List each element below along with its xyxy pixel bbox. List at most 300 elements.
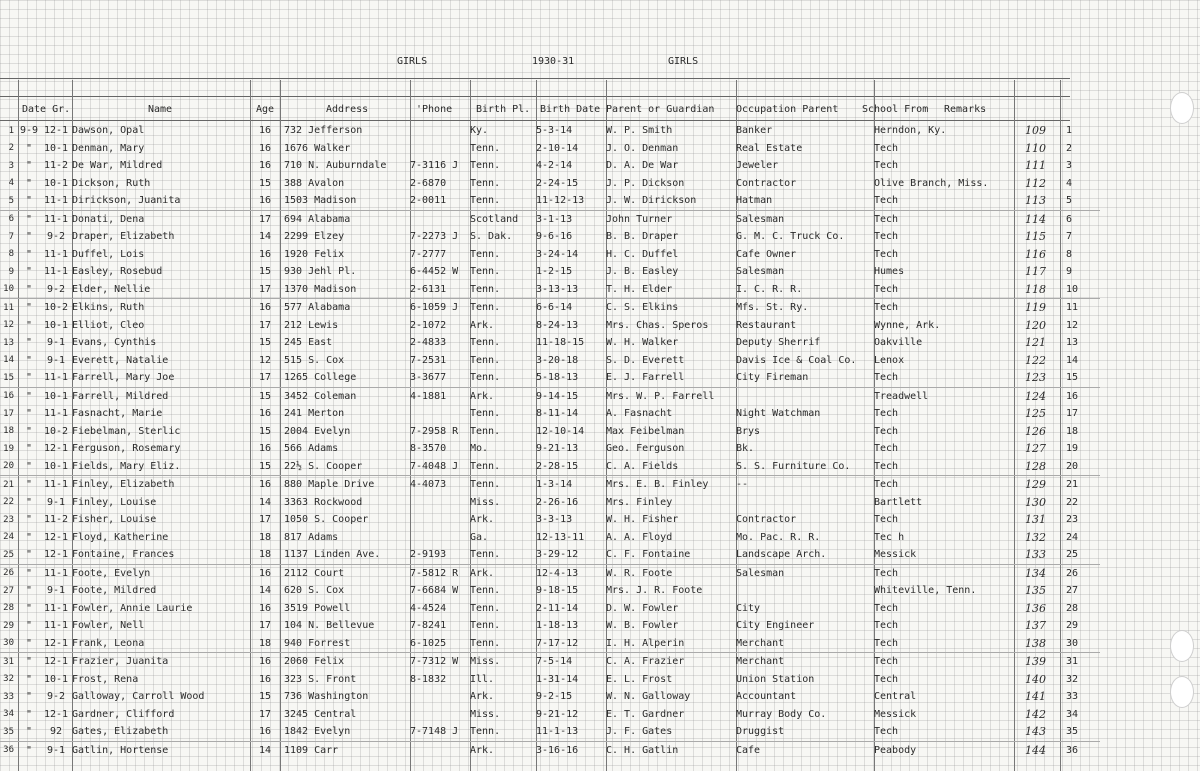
cell-phone: 7-7312 W (410, 656, 459, 668)
cell-line-number: 2 (1066, 142, 1073, 154)
cell-row-number: 5 (0, 192, 18, 210)
cell-age: 16 (258, 142, 272, 154)
cell-birth-place: Ark. (470, 514, 495, 526)
cell-row-number: 7 (8, 231, 14, 242)
header-date-gr: Date Gr. (22, 104, 71, 115)
cell-occupation-parent: City (736, 602, 761, 614)
cell-remarks-number: 117 (1025, 265, 1046, 279)
cell-age: 17 (258, 319, 272, 331)
cell-remarks-number: 142 (1025, 707, 1046, 721)
cell-student-name: Fisher, Louise (72, 514, 157, 526)
cell-student-name: Elkins, Ruth (72, 302, 145, 314)
cell-remarks-number: 143 (1014, 723, 1060, 741)
cell-student-name: Draper, Elizabeth (72, 231, 175, 243)
cell-remarks-number: 113 (1014, 192, 1060, 210)
cell-birth-place: Tenn. (470, 602, 501, 614)
cell-address: 940 Forrest (280, 635, 410, 653)
cell-address: 710 N. Auburndale (284, 160, 387, 172)
cell-school-from: Tech (874, 408, 899, 420)
cell-line-number: 24 (1066, 531, 1079, 543)
cell-grade: 11-1 (40, 369, 72, 387)
cell-student-name: Fiebelman, Sterlic (72, 425, 181, 437)
cell-age: 14 (258, 231, 272, 243)
cell-parent-guardian: John Turner (606, 213, 673, 225)
table-row (0, 582, 1100, 600)
cell-remarks-number: 136 (1025, 601, 1046, 615)
cell-age: 15 (258, 177, 272, 189)
cell-entry-date: " (25, 567, 33, 579)
cell-student-name: Denman, Mary (72, 142, 145, 154)
cell-school-from: Tech (874, 567, 899, 579)
cell-phone (410, 494, 470, 512)
cell-birth-place: Tenn. (470, 281, 536, 299)
cell-parent-guardian: B. B. Draper (606, 231, 679, 243)
table-row (0, 511, 1100, 529)
cell-occupation-parent: City Fireman (736, 369, 874, 387)
cell-birth-date: 2-26-16 (536, 496, 579, 508)
cell-line-number: 36 (1066, 744, 1079, 756)
cell-birth-place: Tenn. (470, 585, 501, 597)
cell-remarks-number: 134 (1025, 566, 1046, 580)
cell-grade: 9-1 (46, 744, 66, 756)
cell-school-from: Lenox (874, 354, 905, 366)
cell-row-number: 3 (8, 160, 14, 171)
cell-entry-date: " (25, 531, 33, 543)
cell-grade: 10-1 (43, 390, 69, 402)
cell-birth-place: Tenn. (470, 620, 501, 632)
cell-birth-date: 2-28-15 (536, 458, 606, 476)
cell-grade: 11-2 (43, 514, 69, 526)
cell-student-name: Elliot, Cleo (72, 319, 145, 331)
cell-remarks-number: 124 (1025, 389, 1046, 403)
cell-school-from: Tech (874, 231, 899, 243)
cell-line-number: 18 (1066, 425, 1079, 437)
table-row (0, 369, 1100, 387)
cell-parent-guardian: C. S. Elkins (606, 302, 679, 314)
cell-parent-guardian: C. F. Fontaine (606, 546, 736, 564)
cell-entry-date: " (25, 354, 33, 366)
cell-student-name: Farrell, Mary Joe (72, 369, 250, 387)
cell-remarks-number: 118 (1014, 281, 1060, 299)
cell-student-name: Elder, Nellie (72, 281, 250, 299)
cell-occupation-parent: Jeweler (736, 160, 779, 172)
cell-phone: 7-5812 R (410, 567, 459, 579)
cell-parent-guardian: Mrs. E. B. Finley (606, 479, 709, 491)
cell-parent-guardian: J. P. Dickson (606, 177, 685, 189)
cell-age: 14 (258, 744, 272, 756)
cell-entry-date: " (18, 369, 40, 387)
cell-occupation-parent: Restaurant (736, 319, 797, 331)
cell-row-number: 12 (3, 320, 14, 331)
cell-entry-date: " (25, 160, 33, 172)
cell-occupation-parent: Cafe (736, 744, 761, 756)
cell-birth-place: Tenn. (470, 337, 501, 349)
cell-entry-date: " (25, 620, 33, 632)
cell-birth-date: 9-21-12 (536, 708, 579, 720)
cell-age: 16 (258, 673, 272, 685)
header-address: Address (326, 104, 369, 115)
cell-entry-date: " (25, 656, 33, 668)
cell-student-name: Evans, Cynthis (72, 337, 157, 349)
cell-birth-place: Tenn. (470, 192, 536, 210)
header-birth-date: Birth Date (540, 104, 601, 115)
cell-line-number: 8 (1066, 248, 1073, 260)
table-row (0, 299, 1100, 317)
cell-age: 15 (258, 390, 272, 402)
cell-age: 15 (258, 691, 272, 703)
cell-phone: 6-4452 W (410, 266, 459, 278)
cell-line-number: 5 (1060, 192, 1100, 210)
cell-school-from: Tech (874, 514, 899, 526)
cell-parent-guardian: W. R. Foote (606, 567, 673, 579)
cell-grade: 10-2 (43, 302, 69, 314)
cell-remarks-number: 138 (1014, 635, 1060, 653)
cell-remarks-number: 133 (1014, 546, 1060, 564)
cell-entry-date: " (25, 266, 33, 278)
cell-phone: 2-6870 (410, 177, 447, 189)
cell-entry-date: " (25, 142, 33, 154)
cell-parent-guardian: J. F. Gates (606, 723, 736, 741)
cell-phone: 8-3570 (410, 443, 447, 455)
cell-row-number: 11 (3, 302, 14, 313)
cell-phone (410, 122, 470, 140)
cell-line-number: 13 (1066, 337, 1079, 349)
cell-address: 1265 College (280, 369, 410, 387)
cell-age: 12 (258, 354, 272, 366)
cell-birth-date: 12-4-13 (536, 567, 579, 579)
cell-line-number: 10 (1060, 281, 1100, 299)
cell-line-number: 31 (1066, 656, 1079, 668)
cell-student-name: Dirickson, Juanita (72, 192, 250, 210)
cell-remarks-number: 131 (1025, 513, 1046, 527)
cell-birth-place: Scotland (470, 213, 519, 225)
cell-parent-guardian: H. C. Duffel (606, 248, 679, 260)
cell-occupation-parent: Merchant (736, 656, 785, 668)
cell-student-name: Frank, Leona (72, 635, 250, 653)
cell-occupation-parent: Cafe Owner (736, 248, 797, 260)
cell-entry-date: " (18, 281, 40, 299)
cell-remarks-number: 139 (1025, 655, 1046, 669)
cell-phone (410, 741, 470, 759)
table-row (0, 281, 1100, 299)
cell-grade: 10-1 (40, 458, 72, 476)
cell-school-from: Tech (874, 248, 899, 260)
cell-birth-date: 8-24-13 (536, 319, 579, 331)
cell-grade: 10-1 (43, 319, 69, 331)
cell-grade: 9-1 (46, 337, 66, 349)
cell-student-name: Duffel, Lois (72, 248, 145, 260)
cell-grade: 12-1 (43, 531, 69, 543)
cell-phone: 7-8241 (410, 620, 447, 632)
cell-grade: 9-2 (46, 691, 66, 703)
header-phone: 'Phone (416, 104, 453, 115)
cell-birth-date: 2-24-15 (536, 177, 579, 189)
cell-address: 1109 Carr (284, 744, 339, 756)
cell-occupation-parent: Union Station (736, 673, 815, 685)
cell-parent-guardian: C. A. Frazier (606, 656, 685, 668)
cell-entry-date: " (25, 496, 33, 508)
cell-remarks-number: 109 (1025, 124, 1046, 138)
cell-address: 2004 Evelyn (284, 425, 351, 437)
cell-phone (410, 511, 470, 529)
cell-parent-guardian: Max Feibelman (606, 425, 685, 437)
cell-birth-place: Ky. (470, 125, 489, 137)
cell-entry-date: " (25, 319, 33, 331)
cell-parent-guardian: Mrs. J. R. Foote (606, 585, 703, 597)
cell-entry-date: " (25, 213, 33, 225)
cell-address: 3519 Powell (284, 602, 351, 614)
cell-row-number: 28 (3, 603, 14, 614)
cell-address: 3245 Central (284, 708, 357, 720)
cell-phone (410, 529, 470, 547)
cell-school-from: Tech (874, 620, 899, 632)
cell-entry-date: 9-9 (19, 125, 39, 137)
cell-remarks-number: 114 (1025, 212, 1046, 226)
cell-phone: 6-1059 J (410, 302, 459, 314)
cell-school-from: Tech (874, 425, 899, 437)
cell-parent-guardian: C. A. Fields (606, 458, 736, 476)
cell-entry-date: " (25, 673, 33, 685)
cell-birth-place: Tenn. (470, 408, 501, 420)
cell-address: 515 S. Cox (284, 354, 345, 366)
cell-row-number: 27 (3, 585, 14, 596)
cell-birth-place: Tenn. (470, 458, 536, 476)
cell-parent-guardian: S. D. Everett (606, 354, 685, 366)
cell-student-name: Gatlin, Hortense (72, 744, 169, 756)
cell-entry-date: " (25, 691, 33, 703)
cell-school-from: Tech (874, 602, 899, 614)
cell-age: 16 (250, 723, 280, 741)
cell-grade: 10-1 (43, 177, 69, 189)
cell-age: 16 (258, 443, 272, 455)
cell-occupation-parent: Landscape Arch. (736, 546, 874, 564)
table-row (0, 741, 1100, 759)
cell-grade: 11-1 (43, 567, 69, 579)
cell-row-number: 26 (3, 568, 14, 579)
cell-line-number: 32 (1066, 673, 1079, 685)
cell-school-from: Olive Branch, Miss. (874, 177, 989, 189)
cell-birth-date: 7-17-12 (536, 635, 606, 653)
cell-address: 736 Washington (284, 691, 369, 703)
cell-grade: 12-1 (43, 125, 69, 137)
cell-occupation-parent: Night Watchman (736, 408, 821, 420)
cell-address: 930 Jehl Pl. (284, 266, 357, 278)
cell-birth-date: 7-5-14 (536, 656, 573, 668)
cell-age: 17 (258, 213, 272, 225)
cell-address: 1050 S. Cooper (284, 514, 369, 526)
cell-occupation-parent (736, 387, 874, 405)
cell-age: 18 (250, 546, 280, 564)
cell-address: 694 Alabama (284, 213, 351, 225)
cell-age: 16 (258, 408, 272, 420)
cell-remarks-number: 137 (1025, 619, 1046, 633)
cell-entry-date: " (25, 744, 33, 756)
cell-row-number: 15 (0, 369, 18, 387)
cell-grade: 11-1 (43, 266, 69, 278)
cell-school-from: Tec h (874, 531, 905, 543)
cell-age: 15 (258, 425, 272, 437)
cell-occupation-parent: S. S. Furniture Co. (736, 458, 874, 476)
cell-entry-date: " (25, 177, 33, 189)
table-row (0, 175, 1100, 193)
cell-parent-guardian: J. W. Dirickson (606, 192, 736, 210)
cell-remarks-number: 132 (1025, 530, 1046, 544)
cell-student-name: Fields, Mary Eliz. (72, 458, 250, 476)
cell-remarks-number: 115 (1025, 230, 1046, 244)
table-row (0, 405, 1100, 423)
table-row (0, 653, 1100, 671)
cell-line-number: 15 (1060, 369, 1100, 387)
table-row (0, 688, 1100, 706)
cell-phone (410, 405, 470, 423)
cell-student-name: Ferguson, Rosemary (72, 443, 181, 455)
cell-school-from: Tech (874, 369, 1014, 387)
cell-age: 17 (258, 620, 272, 632)
cell-grade: 10-1 (43, 673, 69, 685)
cell-school-from: Treadwell (874, 390, 929, 402)
cell-birth-date: 1-18-13 (536, 620, 579, 632)
cell-birth-place: Tenn. (470, 635, 536, 653)
cell-row-number: 10 (0, 281, 18, 299)
cell-row-number: 17 (3, 408, 14, 419)
cell-entry-date: " (25, 408, 33, 420)
cell-address: 212 Lewis (284, 319, 339, 331)
cell-occupation-parent: Salesman (736, 266, 785, 278)
cell-birth-place: Tenn. (470, 248, 501, 260)
cell-address: 566 Adams (284, 443, 339, 455)
cell-address: 2299 Elzey (284, 231, 345, 243)
cell-student-name: Donati, Dena (72, 213, 145, 225)
cell-occupation-parent: Mfs. St. Ry. (736, 302, 809, 314)
cell-phone: 7-2273 J (410, 231, 459, 243)
cell-phone: 7-2958 R (410, 425, 459, 437)
cell-grade: 12-1 (40, 635, 72, 653)
cell-grade: 10-1 (43, 142, 69, 154)
cell-student-name: Fowler, Annie Laurie (72, 602, 193, 614)
cell-school-from: Tech (874, 479, 899, 491)
cell-entry-date: " (25, 514, 33, 526)
table-row (0, 617, 1100, 635)
cell-birth-place: Ga. (470, 531, 489, 543)
table-row (0, 140, 1100, 158)
cell-line-number: 27 (1066, 585, 1079, 597)
table-row (0, 529, 1100, 547)
cell-line-number: 9 (1066, 266, 1073, 278)
student-rows (0, 122, 1100, 759)
cell-school-from: Bartlett (874, 496, 923, 508)
cell-occupation-parent: I. C. R. R. (736, 281, 874, 299)
cell-student-name: Finley, Louise (72, 496, 157, 508)
student-table (0, 122, 1100, 759)
header-name: Name (148, 104, 173, 115)
cell-birth-date: 12-10-14 (536, 425, 585, 437)
cell-birth-place: Ark. (470, 691, 495, 703)
cell-row-number: 4 (8, 178, 14, 189)
cell-age: 16 (258, 302, 272, 314)
cell-school-from: Messick (874, 708, 917, 720)
cell-parent-guardian: E. L. Frost (606, 673, 673, 685)
title-right: GIRLS (668, 56, 699, 67)
cell-birth-date: 5-18-13 (536, 369, 606, 387)
cell-phone: 4-4524 (410, 602, 447, 614)
cell-line-number: 33 (1066, 691, 1079, 703)
cell-birth-place: Ark. (470, 390, 495, 402)
cell-grade: 11-1 (43, 213, 69, 225)
cell-school-from: Tech (874, 635, 1014, 653)
cell-line-number: 29 (1066, 620, 1079, 632)
cell-grade: 9-1 (46, 496, 66, 508)
cell-birth-place: Tenn. (470, 142, 501, 154)
cell-age: 16 (258, 479, 272, 491)
cell-phone: 2-1072 (410, 319, 447, 331)
cell-row-number: 1 (8, 125, 14, 136)
cell-address: 1503 Madison (280, 192, 410, 210)
cell-school-from: Central (874, 691, 917, 703)
cell-birth-place: Miss. (470, 708, 501, 720)
header-occupation: Occupation Parent (736, 104, 839, 115)
table-row (0, 458, 1100, 476)
table-row (0, 317, 1100, 335)
cell-birth-date: 6-6-14 (536, 302, 573, 314)
cell-student-name: Gardner, Clifford (72, 708, 175, 720)
cell-parent-guardian: C. H. Gatlin (606, 744, 679, 756)
cell-entry-date: " (25, 585, 33, 597)
cell-age: 17 (250, 281, 280, 299)
cell-parent-guardian: T. H. Elder (606, 281, 736, 299)
cell-grade: 11-1 (43, 620, 69, 632)
cell-occupation-parent: Merchant (736, 635, 874, 653)
cell-occupation-parent: Murray Body Co. (736, 708, 827, 720)
cell-row-number: 6 (8, 214, 14, 225)
cell-address: 1676 Walker (284, 142, 351, 154)
cell-age: 17 (250, 369, 280, 387)
cell-birth-date: 3-24-14 (536, 248, 579, 260)
cell-school-from: Tech (874, 673, 899, 685)
cell-occupation-parent: Contractor (736, 514, 797, 526)
cell-row-number: 35 (0, 723, 18, 741)
cell-age: 18 (250, 635, 280, 653)
table-row (0, 228, 1100, 246)
cell-birth-date: 1-31-14 (536, 673, 579, 685)
cell-row-number: 22 (3, 497, 14, 508)
binder-hole (1170, 630, 1194, 662)
cell-entry-date: " (18, 723, 40, 741)
cell-phone: 7-4048 J (410, 458, 470, 476)
cell-birth-date: 3-16-16 (536, 744, 579, 756)
table-row (0, 246, 1100, 264)
cell-entry-date: " (18, 458, 40, 476)
cell-grade: 11-1 (43, 248, 69, 260)
cell-line-number: 22 (1066, 496, 1079, 508)
table-row (0, 423, 1100, 441)
header-age: Age (256, 104, 275, 115)
cell-birth-date: 9-6-16 (536, 231, 573, 243)
cell-address: 620 S. Cox (284, 585, 345, 597)
cell-phone: 2-4833 (410, 337, 447, 349)
table-row (0, 635, 1100, 653)
cell-phone: 7-2531 (410, 354, 447, 366)
cell-row-number: 34 (3, 709, 14, 720)
cell-occupation-parent: Real Estate (736, 142, 803, 154)
cell-occupation-parent: Bk. (736, 443, 755, 455)
cell-birth-place: Tenn. (470, 266, 501, 278)
cell-school-from: Oakville (874, 337, 923, 349)
cell-entry-date: " (25, 231, 33, 243)
cell-address: 388 Avalon (284, 177, 345, 189)
cell-age: 16 (258, 160, 272, 172)
cell-grade: 12-1 (40, 546, 72, 564)
cell-occupation-parent: Contractor (736, 177, 797, 189)
